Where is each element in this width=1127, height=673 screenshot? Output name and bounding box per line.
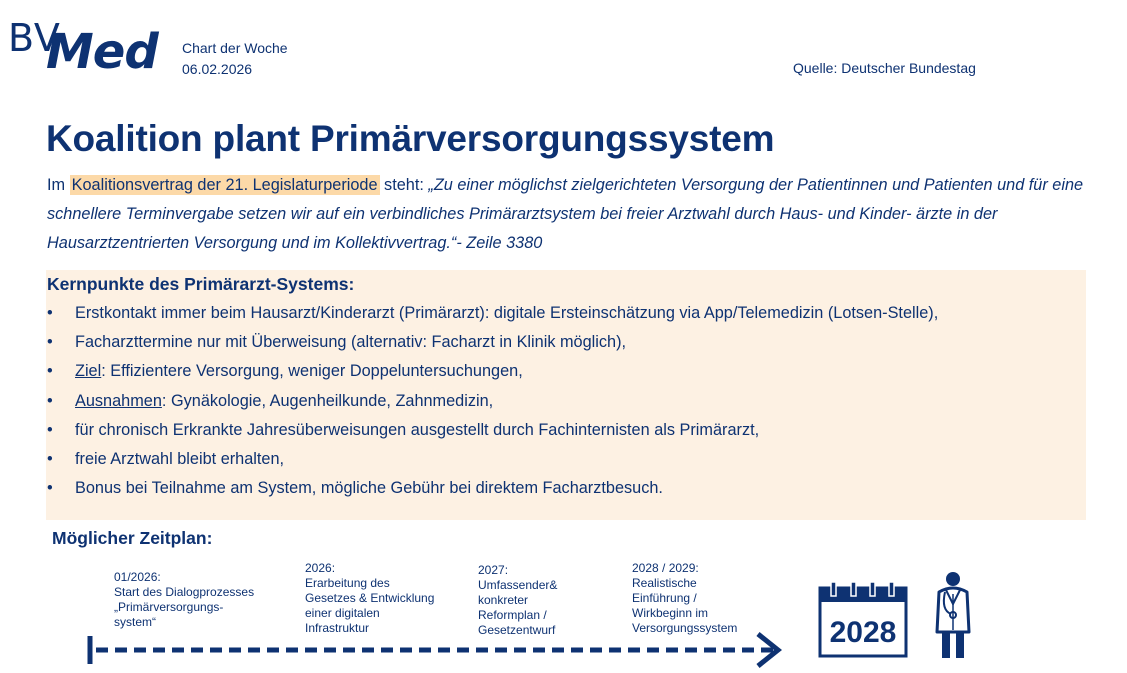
- item-lead: Ausnahmen: [75, 391, 162, 410]
- list-item: [47, 445, 938, 474]
- bullet: •: [47, 333, 53, 352]
- item-text: : Gynäkologie, Augenheilkunde, Zahnmedizin,: [161, 391, 494, 410]
- logo-med: Med: [46, 24, 158, 80]
- kernpunkte-list: [47, 299, 938, 503]
- bvmed-logo: [8, 14, 168, 78]
- bullet: •: [47, 391, 53, 410]
- item-text: : Effizientere Versorgung, weniger Doppeluntersuchungen,: [101, 362, 523, 381]
- item-text: für chronisch Erkrankte Jahresüberweisungen ausgestellt durch Fachinternisten als Primärarzt,: [75, 420, 760, 439]
- calendar-icon: [818, 582, 908, 658]
- list-item: [47, 416, 938, 445]
- intro-after: steht:: [379, 176, 429, 194]
- timeline-step-2: 2026: Erarbeitung des Gesetzes & Entwicklung einer digitalen Infrastruktur: [305, 561, 435, 635]
- item-text: Bonus bei Teilnahme am System, mögliche Gebühr bei direktem Facharztbesuch.: [75, 479, 663, 498]
- item-lead: Ziel: [75, 362, 102, 381]
- list-item: [47, 328, 938, 357]
- logo-bv: BV: [8, 16, 61, 60]
- intro-prefix: Im: [47, 176, 70, 194]
- page-title: Koalition plant Primärversorgungssystem: [46, 118, 775, 159]
- list-item: [47, 474, 938, 503]
- intro-highlight: Koalitionsvertrag der 21. Legislaturperiode: [71, 176, 378, 194]
- chart-date: 06.02.2026: [182, 61, 253, 77]
- timeline-arrow: [86, 628, 788, 668]
- bullet: •: [47, 304, 53, 322]
- timeline-step-1: 01/2026: Start des Dialogprozesses „Primärversorgungs- system“: [114, 570, 255, 629]
- bullet: •: [47, 362, 53, 381]
- kernpunkte-title: Kernpunkte des Primärarzt-Systems:: [47, 274, 355, 294]
- bullet: •: [47, 420, 53, 439]
- bullet: •: [47, 479, 53, 498]
- chart-label: Chart der Woche: [182, 40, 288, 56]
- timeline-step-3: 2027: Umfassender& konkreter Reformplan / Gesetzentwurf: [478, 563, 558, 637]
- calendar-year: 2028: [829, 616, 897, 649]
- intro-paragraph: [47, 171, 1112, 258]
- chart-info: [182, 38, 288, 80]
- list-item: [47, 299, 938, 328]
- item-text: freie Arztwahl bleibt erhalten,: [75, 449, 285, 468]
- list-item: [47, 357, 938, 386]
- item-text: Facharzttermine nur mit Überweisung (alternativ: Facharzt in Klinik möglich),: [75, 333, 627, 352]
- zeitplan-title: Möglicher Zeitplan:: [52, 528, 213, 548]
- item-text: Erstkontakt immer beim Hausarzt/Kinderarzt (Primärarzt): digitale Ersteinschätzung via App/Telemedizin (Lotsen-Stelle),: [75, 304, 939, 322]
- intro-quote: „Zu einer möglichst zielgerichteten Versorgung der Patientinnen und Patienten und für eine schnellere Terminvergabe setzen wir auf ein verbindliches Primärarztsystem bei freier Arztwahl durch Haus- und Kinder- ärzte in der Hausarztzentrierten Versorgung und im Kollektivvertrag.“- Zeile 3380: [47, 176, 1084, 252]
- doctor-icon: [932, 570, 974, 660]
- source-label: Quelle: Deutscher Bundestag: [793, 60, 976, 76]
- list-item: [47, 387, 938, 416]
- timeline-step-4: 2028 / 2029: Realistische Einführung / Wirkbeginn im Versorgungssystem: [632, 561, 738, 635]
- bullet: •: [47, 449, 53, 468]
